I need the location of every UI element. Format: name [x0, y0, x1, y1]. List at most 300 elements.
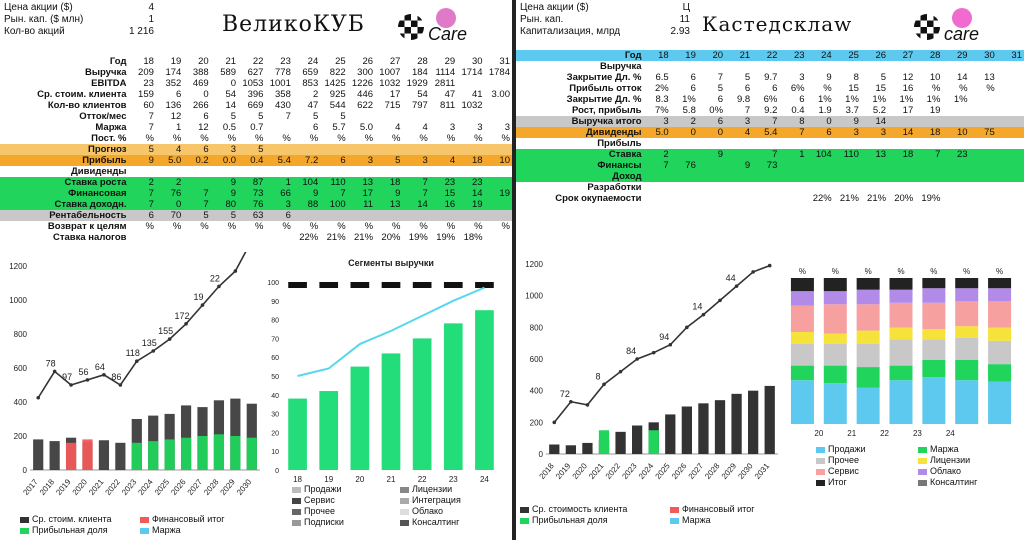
table-cell: 5 — [375, 155, 402, 166]
table-cell: 75 — [970, 127, 997, 138]
forecast-point — [168, 337, 172, 341]
table-cell — [970, 105, 997, 116]
inner-legend — [292, 484, 508, 528]
table-cell: % — [823, 83, 832, 94]
table-cell: 27 — [389, 56, 401, 67]
table-cell: 7 — [129, 199, 156, 210]
table-cell — [997, 182, 1024, 193]
line-data-label: 155 — [158, 326, 174, 337]
table-cell: 7 — [752, 149, 779, 160]
table-cell: 12 — [170, 111, 182, 122]
legend-label: Облако — [412, 506, 444, 516]
legend-item — [20, 525, 140, 536]
table-cell: 7 — [752, 116, 779, 127]
table-cell: 174 — [165, 67, 182, 78]
table-cell: 7 — [779, 127, 806, 138]
table-cell — [807, 61, 834, 72]
table-row — [0, 78, 512, 89]
segment-Итог — [890, 278, 913, 290]
table-cell: 19 — [671, 50, 698, 61]
table-cell: 18 — [644, 50, 671, 61]
table-cell: 31 — [499, 56, 510, 67]
table-cell — [942, 138, 969, 149]
segment-Маржа — [857, 367, 880, 387]
x-tick-label: 2020 — [570, 461, 589, 481]
table-cell: 1% — [899, 94, 914, 105]
table-cell: 41 — [472, 89, 483, 100]
segment-Маржа — [890, 366, 913, 381]
table-cell: 21% — [839, 193, 859, 204]
y-tick-label: 800 — [529, 323, 543, 333]
line-data-label: 22 — [209, 273, 220, 284]
table-cell — [915, 160, 942, 171]
table-cell: 430 — [275, 100, 291, 111]
table-cell: 23 — [457, 177, 484, 188]
table-cell: 3 — [211, 144, 238, 155]
table-cell — [752, 171, 779, 182]
segment-Лицензии — [857, 331, 880, 344]
segment-Прочее — [988, 341, 1011, 364]
legend-swatch — [520, 507, 529, 513]
inner-bar — [444, 323, 463, 470]
line-data-label: 72 — [559, 388, 570, 399]
bar-Ср.-стоимость — [698, 403, 708, 454]
table-cell: 5 — [238, 144, 265, 155]
table-cell: 1 — [779, 149, 806, 160]
table-cell: 14 — [861, 116, 888, 127]
table-cell — [375, 111, 402, 122]
table-cell — [725, 61, 752, 72]
inner-y-tick: 50 — [271, 374, 279, 381]
table-cell — [915, 61, 942, 72]
line-data-label: 94 — [659, 331, 670, 342]
inner-x-tick: 18 — [293, 475, 303, 484]
table-cell: 0.4 — [791, 105, 805, 116]
forecast-point — [569, 400, 573, 404]
table-cell: 6 — [807, 127, 834, 138]
care-logo-text: care — [944, 24, 980, 44]
table-cell: 6 — [129, 210, 156, 221]
legend-label: Лицензии — [412, 484, 453, 494]
table-cell: 7 — [183, 188, 210, 199]
table-cell: 19 — [170, 56, 182, 67]
table-cell: 5.4 — [752, 127, 779, 138]
table-cell — [807, 171, 834, 182]
table-cell: 29 — [942, 50, 969, 61]
header-row — [4, 2, 154, 14]
row-label: Кол-во клиентов — [47, 100, 127, 111]
table-cell: % — [446, 221, 456, 232]
table-cell — [402, 210, 429, 221]
table-cell — [183, 166, 210, 177]
legend-item — [816, 466, 918, 477]
table-cell — [861, 61, 888, 72]
legend-item — [292, 495, 400, 506]
segment-Сервис — [955, 301, 978, 326]
table-cell — [430, 210, 457, 221]
forecast-point — [768, 264, 772, 268]
legend-swatch — [918, 447, 927, 453]
table-cell — [348, 111, 375, 122]
table-cell — [970, 171, 997, 182]
table-cell — [997, 83, 1024, 94]
table-cell: 10 — [485, 155, 512, 166]
segment-Прочее — [922, 339, 945, 359]
segment-Итог — [922, 278, 945, 288]
table-cell — [402, 166, 429, 177]
table-cell — [861, 160, 888, 171]
row-label: Доход — [516, 171, 644, 182]
header-value: 11 — [679, 14, 690, 25]
table-cell: 8 — [779, 116, 806, 127]
table-cell: 7 — [915, 149, 942, 160]
table-cell: 16 — [902, 83, 914, 94]
table-cell: 19 — [457, 199, 484, 210]
row-label: Разработки — [587, 182, 642, 193]
table-cell: 6 — [799, 94, 805, 105]
table-cell — [485, 111, 512, 122]
table-cell — [888, 171, 915, 182]
table-cell: 18% — [463, 232, 483, 243]
table-cell: 47 — [307, 100, 319, 111]
table-cell — [485, 144, 512, 155]
row-label: Ср. стоим. клиента — [37, 89, 127, 100]
legend-label: Ср. стоимость клиента — [532, 504, 628, 514]
bar-Ср.-стоимость — [715, 400, 725, 454]
bar-Маржа — [599, 430, 609, 454]
table-cell — [779, 61, 806, 72]
table-cell — [402, 144, 429, 155]
bar-Ср.-стоимость — [549, 445, 559, 455]
table-cell: 13 — [375, 199, 402, 210]
segment-Лицензии — [824, 333, 847, 343]
row-label: Рост, прибыль — [572, 105, 642, 116]
legend-label: Облако — [930, 466, 962, 476]
forecast-point — [751, 270, 755, 274]
table-cell: 3 — [402, 155, 429, 166]
table-cell: 104 — [293, 177, 320, 188]
table-cell: 9 — [698, 149, 725, 160]
inner-y-tick: 40 — [271, 392, 279, 400]
table-cell: 1001 — [269, 78, 291, 89]
table-cell: 15 — [848, 83, 859, 94]
table-cell — [779, 138, 806, 149]
row-label: Отток/мес — [79, 111, 127, 122]
segment-Маржа — [922, 360, 945, 378]
bar-Ср.-стоимость — [632, 426, 642, 455]
table-cell: 100 — [320, 199, 347, 210]
header-label: Рын. кап. — [520, 14, 564, 25]
table-cell — [698, 160, 725, 171]
table-cell: 589 — [220, 67, 237, 78]
table-cell: % — [200, 221, 209, 232]
right-chart-svg — [516, 254, 1024, 540]
legend-swatch — [400, 498, 409, 504]
table-cell — [644, 182, 671, 193]
table-cell — [970, 61, 997, 72]
row-label: Ставка роста — [0, 177, 129, 188]
table-cell — [725, 171, 752, 182]
table-cell: 21 — [225, 56, 237, 67]
table-cell: 1% — [926, 94, 941, 105]
legend-label: Прибыльная доля — [532, 515, 608, 525]
row-label: Ставка — [516, 149, 644, 160]
y-tick-label: 400 — [13, 398, 27, 407]
table-cell: 3 — [644, 116, 671, 127]
table-cell: 20 — [698, 50, 725, 61]
header-label: Рын. кап. ($ млн) — [4, 14, 84, 25]
table-cell — [970, 149, 997, 160]
table-cell — [807, 138, 834, 149]
row-label: Закрытие Дл. % — [566, 94, 642, 105]
bar-Ср.-стоимость — [566, 445, 576, 454]
legend-item — [520, 515, 670, 526]
table-cell: 7% — [654, 105, 669, 116]
table-cell: % — [255, 133, 264, 144]
table-cell: % — [172, 133, 182, 144]
table-cell: 1% — [845, 94, 859, 105]
table-cell: 5.0 — [359, 122, 374, 133]
inner-bar-cap — [288, 282, 307, 288]
inner-y-tick: 80 — [271, 317, 279, 325]
table-cell — [238, 232, 265, 243]
segment-Маржа — [824, 366, 847, 384]
table-cell: 12 — [902, 72, 914, 83]
table-cell: 87 — [238, 177, 265, 188]
inner-x-tick: 22 — [417, 475, 427, 484]
header-row — [4, 26, 154, 38]
table-cell — [698, 138, 725, 149]
x-tick-label: 2028 — [703, 461, 722, 481]
table-cell: 73 — [752, 160, 779, 171]
table-cell — [211, 166, 238, 177]
bar-Маржа — [132, 443, 142, 470]
table-cell: 544 — [329, 100, 346, 111]
legend-label: Консалтинг — [930, 477, 978, 487]
table-cell: 7 — [285, 111, 291, 122]
segment-Продажи — [791, 380, 814, 424]
table-cell: 925 — [329, 89, 346, 100]
segment-Облако — [791, 291, 814, 306]
header-label: Цена акции ($) — [520, 2, 589, 13]
table-cell: 6 — [320, 155, 347, 166]
table-cell — [698, 171, 725, 182]
table-cell: 4 — [156, 144, 183, 155]
table-cell: 622 — [357, 100, 374, 111]
x-tick-label: 2030 — [234, 477, 254, 497]
table-cell — [265, 144, 292, 155]
forecast-point — [151, 349, 155, 353]
table-cell — [348, 144, 375, 155]
segment-x-tick: 22 — [880, 429, 890, 438]
table-cell — [457, 78, 484, 89]
line-data-label: 135 — [141, 338, 157, 348]
inner-x-tick: 23 — [448, 475, 458, 484]
table-cell: 23 — [942, 149, 969, 160]
table-cell: 17 — [902, 105, 914, 116]
segment-Сервис — [922, 303, 945, 329]
table-row — [0, 221, 512, 232]
table-cell — [644, 61, 671, 72]
legend-item — [140, 525, 260, 536]
legend-swatch — [400, 509, 409, 515]
x-tick-label: 2027 — [185, 477, 205, 497]
table-row — [516, 72, 1024, 83]
table-cell — [725, 138, 752, 149]
legend-item — [918, 466, 1020, 477]
table-cell — [997, 171, 1024, 182]
y-tick-label: 800 — [13, 330, 27, 339]
table-cell: 1% — [953, 94, 968, 105]
table-cell: 811 — [440, 100, 456, 111]
y-tick-label: 600 — [529, 355, 543, 364]
legend-item — [670, 515, 820, 526]
table-cell: 822 — [329, 67, 346, 78]
row-label: Ставка налогов — [52, 232, 127, 243]
table-row — [0, 166, 512, 177]
table-cell: % — [391, 221, 401, 232]
segment-Итог — [955, 278, 978, 288]
table-cell: 21 — [725, 50, 752, 61]
line-data-label: 14 — [692, 301, 703, 312]
legend-label: Маржа — [152, 525, 181, 535]
inner-bar-cap — [319, 282, 338, 288]
table-cell: 669 — [247, 100, 264, 111]
bar-Маржа — [214, 434, 224, 470]
legend-item — [400, 495, 508, 506]
table-cell: 1% — [872, 94, 887, 105]
x-tick-label: 2026 — [670, 461, 689, 481]
table-cell: 1032 — [461, 100, 483, 111]
forecast-point — [184, 322, 188, 326]
table-cell: 25 — [834, 50, 861, 61]
segment-x-tick: 20 — [814, 429, 824, 438]
table-cell: % — [145, 221, 154, 232]
table-cell: 627 — [247, 67, 264, 78]
inner-bar-cap — [444, 282, 463, 288]
table-cell: 14 — [888, 127, 915, 138]
table-cell: 1425 — [324, 78, 346, 89]
table-cell — [834, 171, 861, 182]
table-cell: 9 — [375, 188, 402, 199]
segment-Итог — [988, 278, 1011, 288]
legend-swatch — [520, 518, 529, 524]
legend-label: Финансовый итог — [682, 504, 755, 514]
table-cell: % — [227, 221, 237, 232]
table-cell: 7 — [644, 160, 671, 171]
table-cell: % — [282, 221, 291, 232]
table-row — [0, 122, 512, 133]
table-cell: 7 — [402, 188, 429, 199]
table-cell: 60 — [143, 100, 154, 111]
table-cell: 2 — [312, 89, 319, 100]
legend-swatch — [292, 509, 301, 515]
table-row — [516, 171, 1024, 182]
table-cell — [698, 61, 725, 72]
table-cell — [779, 193, 806, 204]
table-cell: 23 — [430, 177, 457, 188]
table-cell: 8.3 — [655, 94, 669, 105]
table-cell: % — [337, 221, 346, 232]
table-cell: 209 — [138, 67, 154, 78]
table-cell — [430, 166, 457, 177]
table-cell: 6 — [690, 83, 696, 94]
table-cell — [671, 149, 698, 160]
forecast-point — [652, 351, 656, 355]
table-cell: 20% — [894, 193, 914, 204]
table-cell: 6 — [265, 210, 292, 221]
table-cell: 9 — [826, 72, 832, 83]
table-cell: 0 — [230, 78, 237, 89]
table-cell: % — [419, 133, 428, 144]
inner-bar-cap — [475, 282, 494, 288]
table-cell: 9 — [834, 116, 861, 127]
table-cell: % — [364, 133, 374, 144]
table-cell: 15 — [430, 188, 457, 199]
legend-item — [918, 455, 1020, 466]
table-cell — [861, 171, 888, 182]
table-cell: 24 — [307, 56, 319, 67]
table-cell: 12 — [198, 122, 209, 133]
care-logo-text: Care — [428, 24, 468, 44]
company-logo: ВеликоКУБ — [222, 12, 365, 37]
legend-label: Подписки — [304, 517, 344, 527]
header-row — [520, 14, 690, 26]
inner-bar-cap — [382, 282, 401, 288]
row-label: EBITDA — [91, 78, 127, 89]
checker-logo-icon — [398, 14, 424, 40]
header-value: 4 — [148, 2, 154, 13]
segment-pct-label: % — [963, 267, 971, 276]
table-cell: % — [227, 133, 237, 144]
table-cell: % — [391, 133, 401, 144]
table-cell: 6 — [312, 122, 319, 133]
row-label: Финансовая — [0, 188, 129, 199]
table-cell — [997, 149, 1024, 160]
x-tick-label: 2027 — [686, 461, 705, 481]
table-cell: 21% — [867, 193, 887, 204]
table-cell: 446 — [357, 89, 374, 100]
table-row — [516, 116, 1024, 127]
table-cell: 7.2 — [293, 155, 320, 166]
table-cell: 266 — [192, 100, 209, 111]
segment-Лицензии — [791, 332, 814, 344]
row-label: Прибыль — [0, 155, 129, 166]
x-tick-label: 2025 — [653, 461, 672, 481]
table-cell: % — [501, 221, 510, 232]
legend-label: Интеграция — [412, 495, 461, 505]
segment-Прочее — [857, 344, 880, 367]
inner-bar-cap — [351, 282, 370, 288]
table-cell: 14 — [457, 188, 484, 199]
x-tick-label: 2019 — [554, 461, 573, 481]
bar-Финансовый-итог — [82, 439, 92, 470]
row-label: Маржа — [95, 122, 127, 133]
table-cell: 2 — [671, 116, 698, 127]
legend-swatch — [816, 458, 825, 464]
table-row — [516, 193, 1024, 204]
header-value: 2.93 — [670, 26, 690, 37]
table-cell — [644, 193, 671, 204]
inner-bar — [288, 399, 307, 470]
table-cell: 6 — [203, 111, 209, 122]
segment-Продажи — [922, 377, 945, 424]
table-cell: 5 — [211, 210, 238, 221]
table-cell — [457, 144, 484, 155]
line-data-label: 78 — [45, 358, 56, 369]
table-cell — [485, 199, 512, 210]
table-cell: 7 — [320, 188, 347, 199]
